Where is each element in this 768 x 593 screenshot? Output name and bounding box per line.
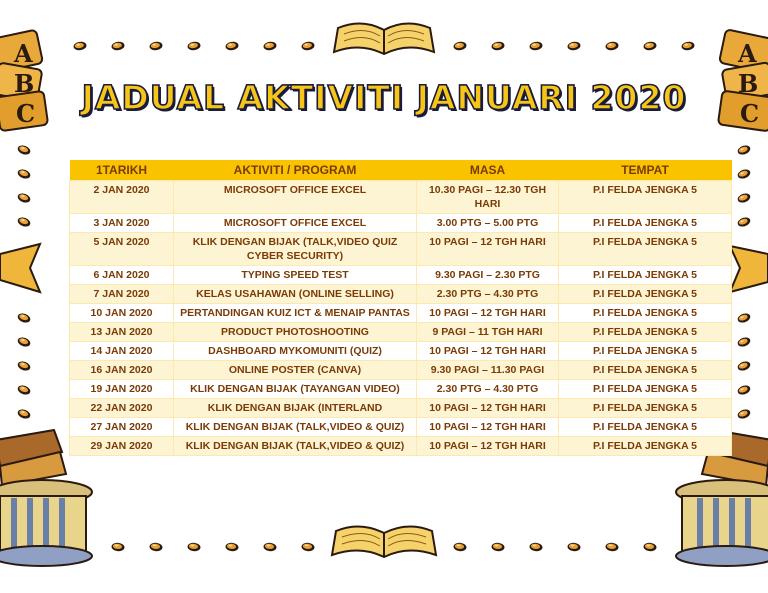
cell-tempat: P.I FELDA JENGKA 5 bbox=[559, 418, 732, 437]
cell-tempat: P.I FELDA JENGKA 5 bbox=[559, 285, 732, 304]
bean-dot bbox=[567, 542, 581, 552]
bean-dot bbox=[111, 41, 125, 51]
bean-dot bbox=[736, 384, 751, 396]
cell-tarikh: 3 JAN 2020 bbox=[70, 214, 174, 233]
table-header-row bbox=[70, 160, 732, 181]
table-row bbox=[70, 233, 732, 266]
cell-tarikh: 7 JAN 2020 bbox=[70, 285, 174, 304]
pennant-icon bbox=[730, 246, 768, 292]
bean-dot bbox=[73, 41, 87, 51]
table-row bbox=[70, 342, 732, 361]
cell-tempat: P.I FELDA JENGKA 5 bbox=[559, 380, 732, 399]
cell-aktiviti: TYPING SPEED TEST bbox=[174, 266, 417, 285]
svg-text:A: A bbox=[14, 39, 33, 68]
cell-masa: 3.00 PTG – 5.00 PTG bbox=[417, 214, 559, 233]
table-row bbox=[70, 418, 732, 437]
bean-dot bbox=[149, 41, 163, 51]
bean-dot bbox=[643, 542, 657, 552]
cell-aktiviti: KLIK DENGAN BIJAK (TALK,VIDEO & QUIZ) bbox=[174, 418, 417, 437]
svg-text:A: A bbox=[738, 39, 757, 68]
cell-aktiviti: KLIK DENGAN BIJAK (TALK,VIDEO QUIZ CYBER SECURITY) bbox=[174, 233, 417, 266]
cell-tarikh: 13 JAN 2020 bbox=[70, 323, 174, 342]
table-row bbox=[70, 181, 732, 214]
cell-masa: 10 PAGI – 12 TGH HARI bbox=[417, 342, 559, 361]
bean-dot bbox=[736, 216, 751, 228]
bean-dot bbox=[736, 192, 751, 204]
cell-tarikh: 29 JAN 2020 bbox=[70, 437, 174, 456]
cell-aktiviti: PRODUCT PHOTOSHOOTING bbox=[174, 323, 417, 342]
cell-tarikh: 5 JAN 2020 bbox=[70, 233, 174, 266]
bean-dot bbox=[736, 408, 751, 420]
bean-dot bbox=[187, 542, 201, 552]
header-aktiviti: AKTIVITI / PROGRAM bbox=[174, 160, 417, 181]
cell-masa: 2.30 PTG – 4.30 PTG bbox=[417, 380, 559, 399]
bean-dot bbox=[736, 312, 751, 324]
bean-dot bbox=[491, 41, 505, 51]
bean-dot bbox=[263, 41, 277, 51]
schedule-table bbox=[69, 160, 732, 456]
cell-aktiviti: MICROSOFT OFFICE EXCEL bbox=[174, 181, 417, 214]
schedule-body bbox=[70, 181, 732, 456]
open-book-icon bbox=[334, 23, 434, 54]
bean-dot bbox=[16, 360, 31, 372]
cell-masa: 9.30 PAGI – 2.30 PTG bbox=[417, 266, 559, 285]
bean-dot bbox=[149, 542, 163, 552]
cell-tarikh: 27 JAN 2020 bbox=[70, 418, 174, 437]
cell-masa: 10.30 PAGI – 12.30 TGH HARI bbox=[417, 181, 559, 214]
cell-aktiviti: KLIK DENGAN BIJAK (TALK,VIDEO & QUIZ) bbox=[174, 437, 417, 456]
bean-dot bbox=[16, 168, 31, 180]
cell-aktiviti: ONLINE POSTER (CANVA) bbox=[174, 361, 417, 380]
bean-dot bbox=[187, 41, 201, 51]
bean-dot bbox=[736, 336, 751, 348]
pennant-icon bbox=[0, 244, 40, 292]
cell-aktiviti: PERTANDINGAN KUIZ ICT & MENAIP PANTAS bbox=[174, 304, 417, 323]
bean-dot bbox=[16, 312, 31, 324]
cell-tempat: P.I FELDA JENGKA 5 bbox=[559, 304, 732, 323]
bean-dot bbox=[16, 408, 31, 420]
cell-aktiviti: KELAS USAHAWAN (ONLINE SELLING) bbox=[174, 285, 417, 304]
table-row bbox=[70, 361, 732, 380]
table-row bbox=[70, 214, 732, 233]
cell-aktiviti: DASHBOARD MYKOMUNITI (QUIZ) bbox=[174, 342, 417, 361]
bean-dot bbox=[225, 41, 239, 51]
cell-tarikh: 16 JAN 2020 bbox=[70, 361, 174, 380]
bean-dot bbox=[736, 360, 751, 372]
bean-dot bbox=[605, 542, 619, 552]
cell-aktiviti: MICROSOFT OFFICE EXCEL bbox=[174, 214, 417, 233]
bean-dot bbox=[643, 41, 657, 51]
cell-tempat: P.I FELDA JENGKA 5 bbox=[559, 266, 732, 285]
cell-masa: 10 PAGI – 12 TGH HARI bbox=[417, 399, 559, 418]
cell-tarikh: 10 JAN 2020 bbox=[70, 304, 174, 323]
bean-dot bbox=[736, 168, 751, 180]
cell-aktiviti: KLIK DENGAN BIJAK (TAYANGAN VIDEO) bbox=[174, 380, 417, 399]
table-row bbox=[70, 437, 732, 456]
header-masa: MASA bbox=[417, 160, 559, 181]
cell-tempat: P.I FELDA JENGKA 5 bbox=[559, 342, 732, 361]
bean-dot bbox=[453, 542, 467, 552]
bean-dot bbox=[529, 542, 543, 552]
bean-dot bbox=[453, 41, 467, 51]
cell-tarikh: 2 JAN 2020 bbox=[70, 181, 174, 214]
bean-dot bbox=[225, 542, 239, 552]
cell-tempat: P.I FELDA JENGKA 5 bbox=[559, 437, 732, 456]
header-tarikh: 1TARIKH bbox=[70, 160, 174, 181]
cell-masa: 2.30 PTG – 4.30 PTG bbox=[417, 285, 559, 304]
cell-tempat: P.I FELDA JENGKA 5 bbox=[559, 233, 732, 266]
bean-dot bbox=[736, 144, 751, 156]
bean-dot bbox=[16, 144, 31, 156]
svg-text:C: C bbox=[16, 99, 36, 128]
cell-masa: 9 PAGI – 11 TGH HARI bbox=[417, 323, 559, 342]
bean-dot bbox=[301, 542, 315, 552]
bean-dot bbox=[111, 542, 125, 552]
bean-dot bbox=[681, 41, 695, 51]
cell-tarikh: 19 JAN 2020 bbox=[70, 380, 174, 399]
bean-dot bbox=[605, 41, 619, 51]
table-row bbox=[70, 399, 732, 418]
bean-dot bbox=[16, 384, 31, 396]
table-row bbox=[70, 380, 732, 399]
cell-tarikh: 14 JAN 2020 bbox=[70, 342, 174, 361]
bean-dot bbox=[16, 192, 31, 204]
bean-dot bbox=[529, 41, 543, 51]
bean-dot bbox=[567, 41, 581, 51]
cell-masa: 10 PAGI – 12 TGH HARI bbox=[417, 304, 559, 323]
open-book-icon bbox=[332, 526, 436, 557]
cell-masa: 10 PAGI – 12 TGH HARI bbox=[417, 233, 559, 266]
cell-tarikh: 6 JAN 2020 bbox=[70, 266, 174, 285]
cell-masa: 9.30 PAGI – 11.30 PAGI bbox=[417, 361, 559, 380]
cell-tempat: P.I FELDA JENGKA 5 bbox=[559, 181, 732, 214]
cell-tempat: P.I FELDA JENGKA 5 bbox=[559, 399, 732, 418]
cell-masa: 10 PAGI – 12 TGH HARI bbox=[417, 418, 559, 437]
bean-dot bbox=[491, 542, 505, 552]
table-row bbox=[70, 266, 732, 285]
cell-tarikh: 22 JAN 2020 bbox=[70, 399, 174, 418]
bean-dot bbox=[263, 542, 277, 552]
cell-tempat: P.I FELDA JENGKA 5 bbox=[559, 361, 732, 380]
svg-text:B: B bbox=[738, 69, 759, 98]
bean-dot bbox=[301, 41, 315, 51]
svg-text:C: C bbox=[740, 99, 760, 128]
header-tempat: TEMPAT bbox=[559, 160, 732, 181]
table-row bbox=[70, 304, 732, 323]
table-row bbox=[70, 323, 732, 342]
svg-text:B: B bbox=[14, 69, 35, 98]
cell-masa: 10 PAGI – 12 TGH HARI bbox=[417, 437, 559, 456]
page-title: JADUAL AKTIVITI JANUARI 2020 bbox=[81, 78, 687, 117]
bean-dot bbox=[16, 336, 31, 348]
cell-tempat: P.I FELDA JENGKA 5 bbox=[559, 323, 732, 342]
cell-tempat: P.I FELDA JENGKA 5 bbox=[559, 214, 732, 233]
cell-aktiviti: KLIK DENGAN BIJAK (INTERLAND bbox=[174, 399, 417, 418]
bean-dot bbox=[16, 216, 31, 228]
table-row bbox=[70, 285, 732, 304]
